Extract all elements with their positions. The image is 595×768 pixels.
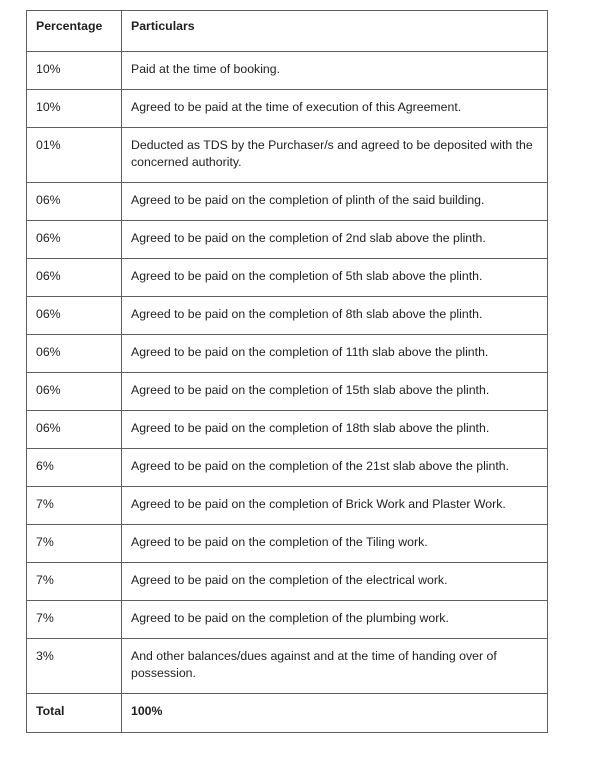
total-row bbox=[27, 694, 548, 733]
table-footer bbox=[27, 694, 548, 733]
particulars-cell: Agreed to be paid on the completion of 8th slab above the plinth. bbox=[122, 297, 548, 335]
percentage-cell: 7% bbox=[27, 563, 122, 601]
particulars-cell: Deducted as TDS by the Purchaser/s and agreed to be deposited with the concerned authority. bbox=[122, 128, 548, 183]
particulars-cell: Agreed to be paid on the completion of 15th slab above the plinth. bbox=[122, 373, 548, 411]
particulars-cell: Agreed to be paid on the completion of Brick Work and Plaster Work. bbox=[122, 487, 548, 525]
header-row bbox=[27, 11, 548, 52]
particulars-cell: Agreed to be paid on the completion of plinth of the said building. bbox=[122, 183, 548, 221]
particulars-cell: Agreed to be paid on the completion of 2nd slab above the plinth. bbox=[122, 221, 548, 259]
percentage-cell: 06% bbox=[27, 259, 122, 297]
table-row bbox=[27, 52, 548, 90]
particulars-cell: Agreed to be paid on the completion of 11th slab above the plinth. bbox=[122, 335, 548, 373]
percentage-cell: 10% bbox=[27, 52, 122, 90]
table-row bbox=[27, 639, 548, 694]
table-row bbox=[27, 563, 548, 601]
percentage-cell: 06% bbox=[27, 411, 122, 449]
percentage-cell: 06% bbox=[27, 221, 122, 259]
percentage-cell: 6% bbox=[27, 449, 122, 487]
particulars-cell: Agreed to be paid on the completion of 18th slab above the plinth. bbox=[122, 411, 548, 449]
particulars-cell: Agreed to be paid on the completion of the electrical work. bbox=[122, 563, 548, 601]
table-header bbox=[27, 11, 548, 52]
percentage-cell: 06% bbox=[27, 297, 122, 335]
percentage-cell: 10% bbox=[27, 90, 122, 128]
total-label: Total bbox=[27, 694, 122, 733]
header-particulars: Particulars bbox=[122, 11, 548, 52]
table-row bbox=[27, 373, 548, 411]
percentage-cell: 7% bbox=[27, 525, 122, 563]
percentage-cell: 7% bbox=[27, 601, 122, 639]
percentage-cell: 3% bbox=[27, 639, 122, 694]
particulars-cell: Agreed to be paid on the completion of the plumbing work. bbox=[122, 601, 548, 639]
particulars-cell: Paid at the time of booking. bbox=[122, 52, 548, 90]
percentage-cell: 01% bbox=[27, 128, 122, 183]
table-row bbox=[27, 183, 548, 221]
table-row bbox=[27, 335, 548, 373]
percentage-cell: 06% bbox=[27, 373, 122, 411]
percentage-cell: 06% bbox=[27, 183, 122, 221]
table-row bbox=[27, 411, 548, 449]
header-percentage: Percentage bbox=[27, 11, 122, 52]
particulars-cell: Agreed to be paid on the completion of 5th slab above the plinth. bbox=[122, 259, 548, 297]
payment-schedule-table bbox=[26, 10, 548, 733]
particulars-cell: Agreed to be paid at the time of execution of this Agreement. bbox=[122, 90, 548, 128]
total-value: 100% bbox=[122, 694, 548, 733]
particulars-cell: Agreed to be paid on the completion of the 21st slab above the plinth. bbox=[122, 449, 548, 487]
table-row bbox=[27, 449, 548, 487]
particulars-cell: Agreed to be paid on the completion of the Tiling work. bbox=[122, 525, 548, 563]
table-body bbox=[27, 52, 548, 694]
table-row bbox=[27, 525, 548, 563]
table-row bbox=[27, 128, 548, 183]
table-row bbox=[27, 297, 548, 335]
table-row bbox=[27, 90, 548, 128]
particulars-cell: And other balances/dues against and at the time of handing over of possession. bbox=[122, 639, 548, 694]
table-row bbox=[27, 221, 548, 259]
table-row bbox=[27, 601, 548, 639]
percentage-cell: 06% bbox=[27, 335, 122, 373]
percentage-cell: 7% bbox=[27, 487, 122, 525]
table-row bbox=[27, 259, 548, 297]
table-row bbox=[27, 487, 548, 525]
